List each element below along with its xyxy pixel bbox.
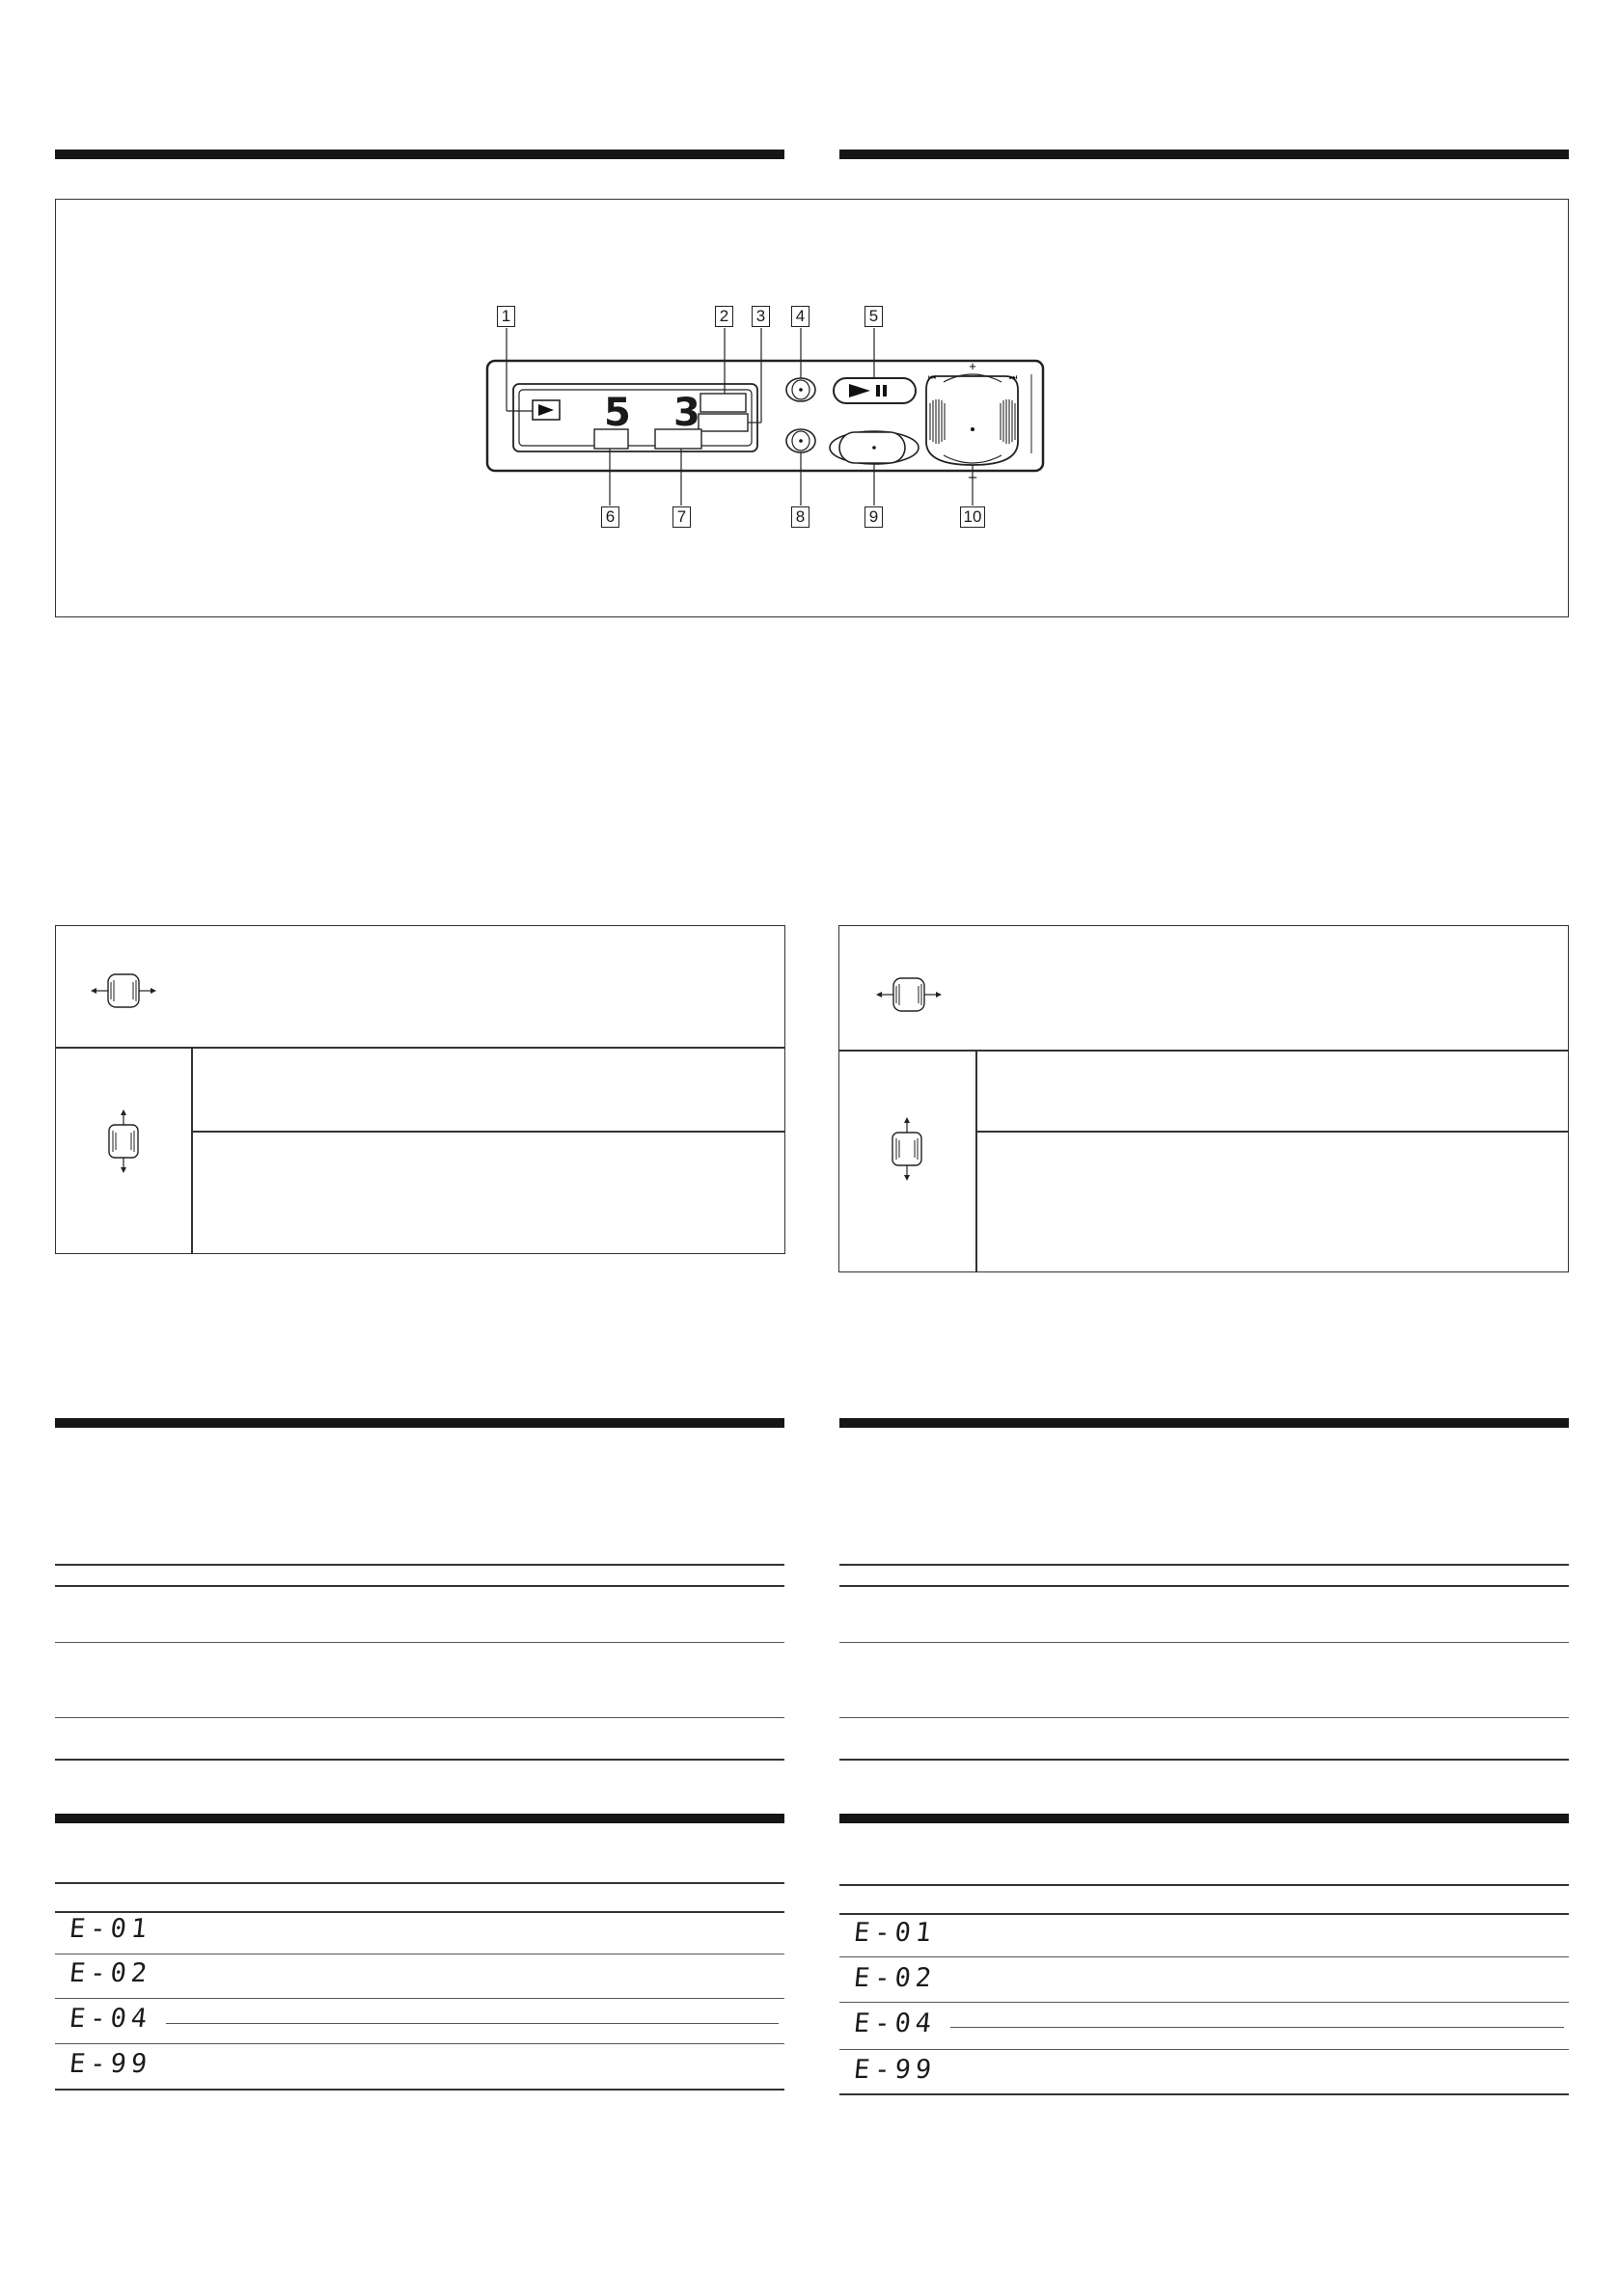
svg-text:–: – (968, 469, 977, 485)
error-e04-leader (166, 2023, 779, 2024)
error-table-left-top (55, 1882, 784, 1884)
jog-table-right-inner-divider (975, 1131, 1569, 1133)
jog-table-right-col-divider (975, 1050, 977, 1272)
unit-drawing (473, 318, 1052, 521)
error-table-left-row (55, 1998, 784, 1999)
jog-table-right (838, 925, 1569, 1272)
callout-10: 10 (960, 506, 985, 528)
spec-table-left-row (55, 1642, 784, 1643)
error-e04-leader (950, 2027, 1564, 2028)
callout-3: 3 (752, 306, 770, 327)
spec-table-right-bottom (839, 1759, 1569, 1761)
error-table-right-row (839, 2049, 1569, 2050)
error-code-e99: E-99 (68, 2049, 153, 2079)
section-rule-top-right (839, 150, 1569, 159)
spec-table-left-header (55, 1585, 784, 1587)
section-rule-mid-left (55, 1418, 784, 1428)
error-table-left-bottom (55, 2089, 784, 2091)
svg-text:⏮: ⏮ (927, 373, 937, 383)
spec-table-right-header (839, 1585, 1569, 1587)
callout-8: 8 (791, 506, 810, 528)
jog-table-left-row-divider (55, 1047, 785, 1049)
callout-2: 2 (715, 306, 733, 327)
error-code-e02: E-02 (68, 1958, 153, 1988)
callout-9: 9 (864, 506, 883, 528)
jog-up-down-icon (888, 1117, 926, 1181)
svg-text:+: + (969, 359, 976, 373)
callout-6: 6 (601, 506, 619, 528)
callout-7: 7 (672, 506, 691, 528)
error-code-e01: E-01 (852, 1918, 938, 1948)
error-code-e02: E-02 (852, 1963, 938, 1993)
jog-table-left (55, 925, 785, 1254)
svg-text:⏭: ⏭ (1008, 373, 1018, 383)
display-digit-right: 3 (673, 391, 702, 435)
section-rule-error-left (55, 1814, 784, 1823)
jog-table-left-col-divider (191, 1047, 193, 1254)
jog-left-right-icon (91, 967, 156, 1015)
callout-5: 5 (864, 306, 883, 327)
error-table-right-header (839, 1913, 1569, 1915)
jog-up-down-icon (104, 1109, 143, 1173)
spec-table-left-top (55, 1564, 784, 1566)
error-code-e04: E-04 (68, 2004, 153, 2034)
error-table-left-header (55, 1911, 784, 1913)
error-code-e04: E-04 (852, 2009, 938, 2038)
spec-table-left-bottom (55, 1759, 784, 1761)
error-code-e99: E-99 (852, 2055, 938, 2085)
error-table-right-row (839, 1956, 1569, 1957)
spec-table-right-top (839, 1564, 1569, 1566)
section-rule-mid-right (839, 1418, 1569, 1428)
error-table-right-bottom (839, 2093, 1569, 2095)
spec-table-right-row (839, 1642, 1569, 1643)
spec-table-left-row (55, 1717, 784, 1718)
callout-4: 4 (791, 306, 810, 327)
error-table-left-row (55, 2043, 784, 2044)
section-rule-error-right (839, 1814, 1569, 1823)
error-code-e01: E-01 (68, 1914, 153, 1944)
section-rule-top-left (55, 150, 784, 159)
jog-table-right-row-divider (838, 1050, 1569, 1052)
callout-1: 1 (497, 306, 515, 327)
spec-table-right-row (839, 1717, 1569, 1718)
jog-left-right-icon (876, 970, 942, 1019)
display-digit-left: 5 (604, 391, 633, 435)
jog-table-left-inner-divider (191, 1131, 785, 1133)
error-table-right-top (839, 1884, 1569, 1886)
error-table-right-row (839, 2002, 1569, 2003)
